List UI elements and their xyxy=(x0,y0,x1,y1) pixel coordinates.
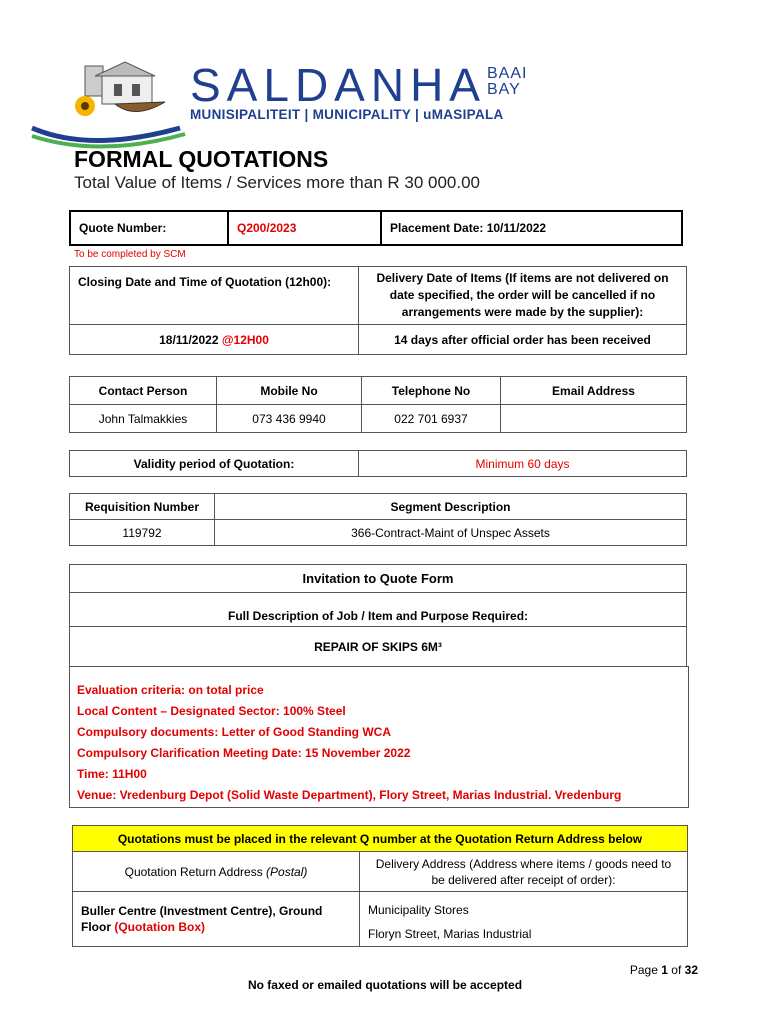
contact-header-telephone: Telephone No xyxy=(362,377,501,405)
meeting-time: Time: 11H00 xyxy=(77,767,147,781)
segment-description: 366-Contract-Maint of Unspec Assets xyxy=(215,520,687,546)
return-address-text: Buller Centre (Investment Centre), Ground Floor xyxy=(81,904,323,934)
return-address-label: Quotation Return Address xyxy=(124,864,263,879)
contact-person: John Talmakkies xyxy=(70,405,217,433)
closing-date: 18/11/2022 xyxy=(159,332,219,347)
local-content: Local Content – Designated Sector: 100% Steel xyxy=(77,704,346,718)
return-banner: Quotations must be placed in the relevant Q number at the Quotation Return Address below xyxy=(73,826,688,852)
page-total: 32 xyxy=(684,963,698,977)
meeting-venue: Venue: Vredenburg Depot (Solid Waste Department), Flory Street, Marias Industrial. Vredenburg xyxy=(77,788,622,802)
return-table xyxy=(72,825,688,947)
closing-datetime xyxy=(70,325,359,355)
quotation-box: (Quotation Box) xyxy=(114,920,205,934)
contact-telephone: 022 701 6937 xyxy=(362,405,501,433)
page-of: of xyxy=(671,963,682,977)
quote-number-table xyxy=(69,210,683,246)
footer-note: No faxed or emailed quotations will be accepted xyxy=(247,978,523,992)
delivery-address-line1: Municipality Stores xyxy=(368,903,469,917)
validity-value: Minimum 60 days xyxy=(359,451,687,477)
delivery-address-value xyxy=(360,892,688,947)
brand-baai: BAAI xyxy=(487,65,528,82)
delivery-label: Delivery Date of Items (If items are not delivered on date specified, the order will be cancelled if no arrangements were made by the supplier): xyxy=(359,267,687,325)
segment-header: Segment Description xyxy=(215,494,687,520)
validity-label: Validity period of Quotation: xyxy=(70,451,359,477)
compulsory-documents: Compulsory documents: Letter of Good Standing WCA xyxy=(77,725,391,739)
quote-number-label: Quote Number: xyxy=(70,211,228,245)
brand-baai-bay xyxy=(487,66,527,98)
brand-bay: BAY xyxy=(487,81,521,98)
page-num: 1 xyxy=(661,963,668,977)
evaluation-box xyxy=(69,666,689,808)
closing-label: Closing Date and Time of Quotation (12h00): xyxy=(70,267,359,325)
scm-note: To be completed by SCM xyxy=(74,249,186,260)
return-address-postal: (Postal) xyxy=(266,864,308,879)
return-address-value xyxy=(73,892,360,947)
meeting-date: Compulsory Clarification Meeting Date: 15 November 2022 xyxy=(77,746,411,760)
contact-mobile: 073 436 9940 xyxy=(217,405,362,433)
brand-tagline: MUNISIPALITEIT | MUNICIPALITY | uMASIPALA xyxy=(190,107,504,122)
contact-email xyxy=(501,405,687,433)
closing-time: @12H00 xyxy=(221,332,269,347)
contact-header-person: Contact Person xyxy=(70,377,217,405)
contact-table xyxy=(69,376,687,433)
delivery-value: 14 days after official order has been received xyxy=(359,325,687,355)
invitation-title: Invitation to Quote Form xyxy=(70,565,687,593)
validity-table xyxy=(69,450,687,477)
requisition-header: Requisition Number xyxy=(70,494,215,520)
return-address-header xyxy=(73,852,360,892)
page-title: FORMAL QUOTATIONS xyxy=(74,146,329,172)
page-label: Page xyxy=(629,963,658,977)
delivery-address-line2: Floryn Street, Marias Industrial xyxy=(368,927,532,941)
description-label: Full Description of Job / Item and Purpose Required: xyxy=(70,593,687,627)
requisition-table xyxy=(69,493,687,546)
page-number xyxy=(630,963,698,977)
page-subtitle: Total Value of Items / Services more than R 30 000.00 xyxy=(74,173,481,192)
contact-header-mobile: Mobile No xyxy=(217,377,362,405)
placement-date: Placement Date: 10/11/2022 xyxy=(381,211,682,245)
contact-header-email: Email Address xyxy=(501,377,687,405)
quote-number-value: Q200/2023 xyxy=(228,211,381,245)
closing-table xyxy=(69,266,687,355)
evaluation-criteria: Evaluation criteria: on total price xyxy=(77,683,264,697)
brand-name: SALDANHA xyxy=(190,59,486,111)
requisition-number: 119792 xyxy=(70,520,215,546)
delivery-address-label: Delivery Address (Address where items / goods need to be delivered after receipt of order): xyxy=(360,852,688,892)
invitation-table xyxy=(69,564,687,667)
description-value: REPAIR OF SKIPS 6M³ xyxy=(70,627,687,667)
